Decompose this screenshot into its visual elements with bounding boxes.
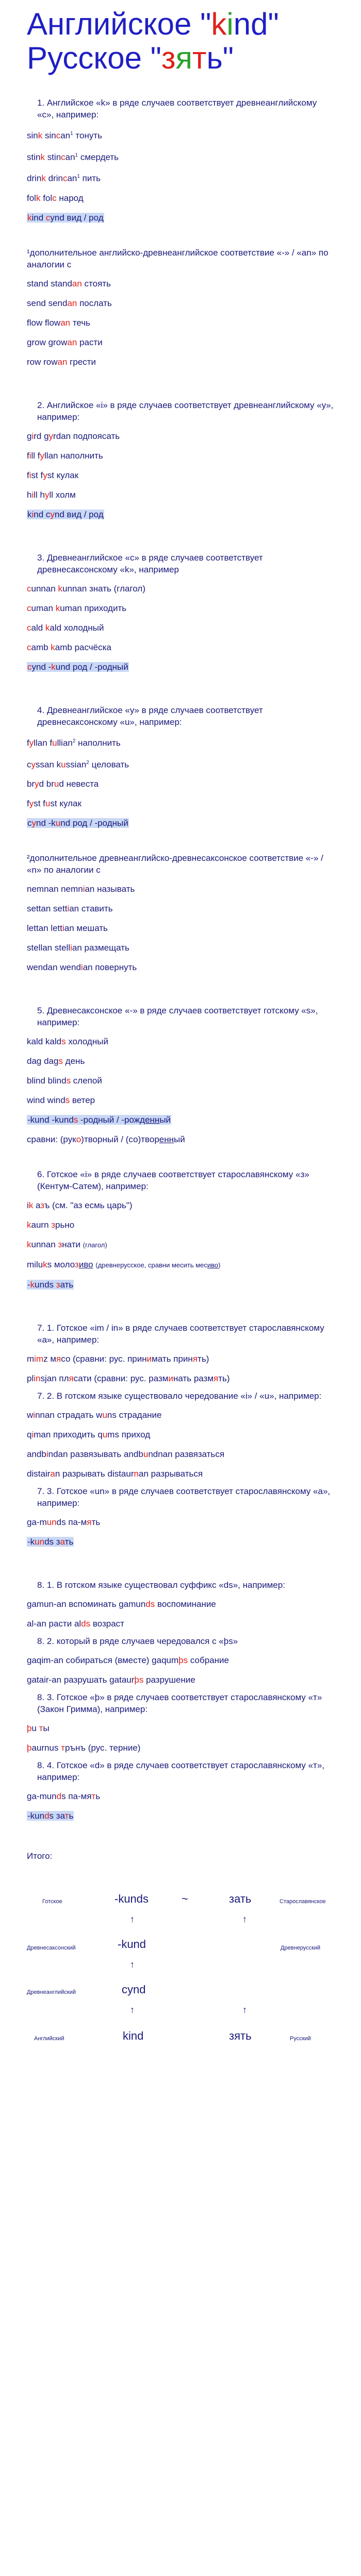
- example: hill hyll холм: [27, 489, 76, 500]
- example: kald kalds холодный: [27, 1037, 108, 1047]
- example: andbindan развязывать andbundnan развязаться: [27, 1449, 225, 1460]
- example: distairan разрывать distaurnan разрываться: [27, 1469, 203, 1479]
- word-ru: зять: [229, 2029, 252, 2043]
- example: þaurnus трънъ (рус. терние): [27, 1743, 141, 1753]
- section-heading: 3. Древнеанглийское «c» в ряде случаев соответствует древнесаксонскому «k», например: [37, 552, 263, 574]
- label-gothic: Готское: [42, 1899, 62, 1905]
- example: kind cynd вид / род: [27, 212, 104, 223]
- example: settan settian ставить: [27, 904, 113, 914]
- summary-diagram: [27, 1882, 334, 2150]
- example: fill fyllan наполнить: [27, 450, 103, 461]
- example: -kund -kunds -родный / -рожденный: [27, 1115, 171, 1125]
- section-heading: 8. 3. Готское «þ» в ряде случаев соответствует старославянскому «т» (Закон Гримма), например:: [37, 1692, 322, 1715]
- example: bryd brud невеста: [27, 779, 99, 789]
- section-heading: 2. Английское «i» в ряде случаев соответствует древнеанглийскому «y», например:: [37, 400, 334, 422]
- example: drink drincan$^1$ пить: [27, 173, 101, 183]
- example: fyst fust кулак: [27, 799, 81, 809]
- tilde: ~: [182, 1892, 188, 1906]
- example: miluks молозиво (древнерусское, сравни месить месиво): [27, 1260, 221, 1270]
- example: folk folc народ: [27, 193, 84, 203]
- summary-title: Итого:: [27, 1851, 53, 1861]
- word-saxon: -kund: [118, 1938, 146, 1951]
- arrow-up-icon: ↑: [242, 2005, 247, 2015]
- section-heading: 7. 3. Готское «un» в ряде случаев соответствует старославянскому «а», например:: [37, 1486, 331, 1509]
- example: cyssan kussian$^2$ целовать: [27, 759, 129, 770]
- label-ru: Русский: [290, 2036, 311, 2042]
- arrow-up-icon: ↑: [130, 1959, 135, 1970]
- word-gothic: -kunds: [114, 1892, 149, 1906]
- example: ik азъ (см. "аз есмь царь"): [27, 1200, 133, 1211]
- example: winnan страдать wuns страдание: [27, 1410, 162, 1420]
- note-section-1: [27, 247, 334, 368]
- example: -kunds зать: [27, 1811, 74, 1821]
- example: kaurn зрьно: [27, 1220, 75, 1230]
- example: lettan lettian мешать: [27, 923, 108, 934]
- example: fyllan fullian$^2$ наполнить: [27, 738, 121, 748]
- example: cynd -kund род / -родный: [27, 818, 128, 828]
- example: stink stincan$^1$ смердеть: [27, 152, 119, 162]
- example: cuman kuman приходить: [27, 603, 127, 613]
- example: kunnan знати (глагол): [27, 1240, 107, 1250]
- section-heading: 1. Английское «k» в ряде случаев соответствует древнеанглийскому «c», например:: [37, 98, 317, 120]
- label-saxon: Древнесаксонский: [27, 1945, 76, 1952]
- example: сравни: (руко)творный / (со)творенный: [27, 1134, 185, 1145]
- example: camb kamb расчёска: [27, 642, 111, 652]
- arrow-up-icon: ↑: [242, 1914, 247, 1925]
- example: send sendan послать: [27, 298, 112, 308]
- label-oldslav: Старославянское: [280, 1899, 326, 1905]
- example: ga-munds па-мять: [27, 1517, 101, 1528]
- example: -kunds зать: [27, 1537, 74, 1547]
- example: wendan wendian повернуть: [27, 962, 137, 973]
- example: -kunds зать: [27, 1280, 74, 1290]
- section-4: [27, 704, 334, 829]
- section-heading: 8. 2. который в ряде случаев чередовался с «þs»: [37, 1636, 238, 1647]
- example: cunnan kunnan знать (глагол): [27, 583, 145, 594]
- example: al-an расти alds возраст: [27, 1619, 124, 1629]
- example: fist fyst кулак: [27, 470, 79, 480]
- example: mimz мясо (сравни: рус. принимать принять): [27, 1354, 209, 1364]
- example: dag dags день: [27, 1056, 85, 1066]
- example: sink sincan$^1$ тонуть: [27, 130, 102, 141]
- section-1: [27, 97, 334, 224]
- word-oe: cynd: [122, 1983, 146, 1996]
- example: gatair-an разрушать gataurþs разрушение: [27, 1675, 195, 1685]
- page-title: Английское "kind" Русское "зять": [27, 7, 279, 75]
- note: ²дополнительное древнеанглийско-древнесаксонское соответствие «-» / «n» по аналогии с: [27, 853, 323, 875]
- example: grow growan расти: [27, 337, 103, 347]
- section-heading: 7. 1. Готское «im / in» в ряде случаев соответствует старославянскому «а», например:: [37, 1323, 324, 1345]
- example: kind cynd вид / род: [27, 509, 104, 519]
- note: ¹дополнительное английско-древнеанглийское соответствие «-» / «an» по аналогии с: [27, 247, 329, 269]
- example: gamun-an вспоминать gamunds воспоминание: [27, 1599, 216, 1609]
- example: gird gyrdan подпоясать: [27, 431, 120, 441]
- example: flow flowan течь: [27, 317, 91, 328]
- section-heading: 8. 1. В готском языке существовал суффикс «ds», например:: [37, 1580, 285, 1590]
- example: cald kald холодный: [27, 622, 104, 633]
- example: ga-munds па-мять: [27, 1791, 101, 1802]
- example: gaqim-an собираться (вместе) gaqumþs собрание: [27, 1655, 229, 1666]
- word-oldslav: зать: [229, 1892, 252, 1906]
- note-section-2: [27, 852, 334, 974]
- section-heading: 4. Древнеанглийское «y» в ряде случаев соответствует древнесаксонскому «u», например:: [37, 705, 263, 727]
- section-6: [27, 1168, 334, 1291]
- section-heading: 7. 2. В готском языке существовало чередование «i» / «u», например:: [37, 1391, 322, 1401]
- example: stand standan стоять: [27, 278, 111, 289]
- example: row rowan грести: [27, 357, 96, 367]
- example: þu ты: [27, 1723, 50, 1734]
- example: nemnan nemnian называть: [27, 884, 135, 894]
- word-en: kind: [123, 2029, 144, 2043]
- example: qiman приходить qums приход: [27, 1430, 151, 1440]
- arrow-up-icon: ↑: [130, 2005, 135, 2015]
- example: stellan stellian размещать: [27, 943, 129, 953]
- example: cynd -kund род / -родный: [27, 662, 128, 672]
- section-heading: 6. Готское «i» в ряде случаев соответствует старославянскому «з» (Кентум-Сатем), например:: [37, 1170, 309, 1192]
- label-oldrus: Древнерусский: [281, 1945, 321, 1952]
- section-3: [27, 552, 334, 673]
- section-heading: 8. 4. Готское «d» в ряде случаев соответствует старославянскому «т», например:: [37, 1760, 325, 1783]
- section-2: [27, 399, 334, 521]
- example: wind winds ветер: [27, 1095, 95, 1106]
- section-8: [27, 1579, 334, 1822]
- section-heading: 5. Древнесаксонское «-» в ряде случаев соответствует готскому «s», например:: [37, 1006, 318, 1028]
- example: blind blinds слепой: [27, 1076, 102, 1086]
- example: plinsjan плясати (сравни: рус. разминать размять): [27, 1374, 230, 1384]
- label-oe: Древнеанглийский: [27, 1989, 76, 1996]
- label-en: Английский: [34, 2036, 64, 2042]
- arrow-up-icon: ↑: [130, 1914, 135, 1925]
- section-5: [27, 1005, 334, 1146]
- section-7: [27, 1322, 334, 1548]
